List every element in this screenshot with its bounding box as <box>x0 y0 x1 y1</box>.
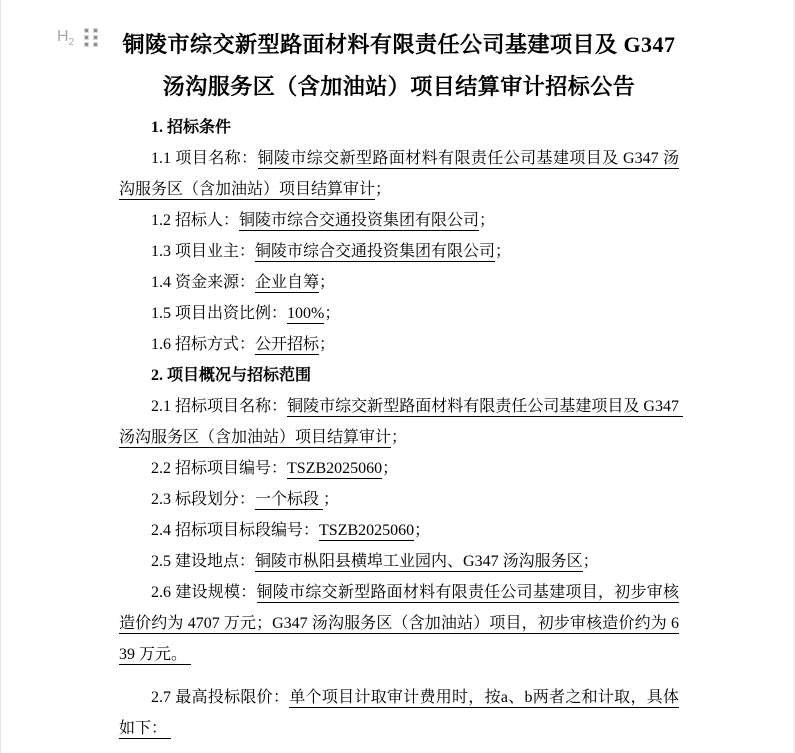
text-run: ； <box>375 181 392 198</box>
text-run: ； <box>391 429 408 446</box>
paragraph[interactable] <box>119 267 679 298</box>
text-run: 2.5 建设地点： <box>151 553 256 570</box>
document <box>119 0 683 744</box>
text-run: 2. 项目概况与招标范围 <box>151 367 312 384</box>
document-title[interactable]: 铜陵市综交新型路面材料有限责任公司基建项目及 G347 汤沟服务区（含加油站）项目结算审计招标公告 <box>122 32 676 99</box>
heading-badge-letter: H <box>57 28 69 45</box>
blank-line <box>119 670 679 682</box>
paragraph[interactable] <box>119 484 679 515</box>
text-run: ； <box>479 212 496 229</box>
paragraph[interactable] <box>119 298 679 329</box>
paragraph[interactable] <box>119 577 679 670</box>
paragraph[interactable] <box>119 682 679 744</box>
paragraph[interactable] <box>119 143 679 205</box>
heading-badge-level: 2 <box>68 37 75 49</box>
text-run: ； <box>414 522 431 539</box>
underlined-text-run: 企业自筹 <box>255 274 320 291</box>
text-run: 1.3 项目业主： <box>151 243 256 260</box>
underlined-text-run: 一个标段 <box>255 491 324 508</box>
text-run: ； <box>324 305 341 322</box>
text-run: ； <box>382 460 399 477</box>
underlined-text-run: 铜陵市综交新型路面材料有限责任公司基建项目及 G347 汤沟服务区（含加油站）项目结算审计 <box>119 150 679 198</box>
drag-dot <box>85 43 88 46</box>
underlined-text-run: 铜陵市综合交通投资集团有限公司 <box>255 243 496 260</box>
underlined-text-run: 单个项目计取审计费用时，按a、b两者之和计取，具体如下： <box>119 689 679 737</box>
text-run: 1. 招标条件 <box>151 119 232 136</box>
text-run: 2.2 招标项目编号： <box>151 460 288 477</box>
section-heading[interactable] <box>119 360 679 391</box>
underlined-text-run: TSZB2025060 <box>319 522 415 539</box>
text-run: 1.4 资金来源： <box>151 274 256 291</box>
text-run: 2.4 招标项目标段编号： <box>151 522 320 539</box>
underlined-text-run: 铜陵市综合交通投资集团有限公司 <box>239 212 480 229</box>
paragraph[interactable] <box>119 205 679 236</box>
drag-dot <box>85 36 88 39</box>
text-run: 1.6 招标方式： <box>151 336 256 353</box>
block-controls <box>57 28 97 52</box>
paragraph[interactable] <box>119 236 679 267</box>
paragraph[interactable] <box>119 453 679 484</box>
drag-dot <box>85 29 88 32</box>
drag-dot <box>94 36 97 39</box>
drag-dot <box>94 43 97 46</box>
text-run: ； <box>323 491 340 508</box>
document-body <box>119 112 683 744</box>
underlined-text-run: 100% <box>287 305 325 322</box>
text-run: 2.7 最高投标限价： <box>151 689 290 706</box>
text-run: 2.3 标段划分： <box>151 491 256 508</box>
drag-handle-icon[interactable] <box>85 29 97 46</box>
section-heading[interactable] <box>119 112 679 143</box>
paragraph[interactable] <box>119 546 679 577</box>
underlined-text-run: TSZB2025060 <box>287 460 383 477</box>
text-run: 1.1 项目名称： <box>151 150 258 167</box>
text-run: 1.2 招标人： <box>151 212 240 229</box>
paragraph[interactable] <box>119 391 683 453</box>
paragraph[interactable] <box>119 515 679 546</box>
drag-dot <box>94 29 97 32</box>
heading-level-badge <box>57 28 74 52</box>
text-run: ； <box>319 274 336 291</box>
text-run: ； <box>495 243 512 260</box>
text-run: ； <box>319 336 336 353</box>
text-run: 2.1 招标项目名称： <box>151 398 288 415</box>
text-run: 1.5 项目出资比例： <box>151 305 288 322</box>
text-run: ； <box>582 553 599 570</box>
underlined-text-run: 公开招标 <box>255 336 320 353</box>
underlined-text-run: 铜陵市枞阳县横埠工业园内、G347 汤沟服务区 <box>255 553 583 570</box>
underlined-text-run: 铜陵市综交新型路面材料有限责任公司基建项目，初步审核造价约为 4707 万元；G347 汤沟服务区（含加油站）项目，初步审核造价约为 639 万元。 <box>119 584 679 663</box>
text-run: 2.6 建设规模： <box>151 584 257 601</box>
underlined-text-run: 铜陵市综交新型路面材料有限责任公司基建项目及 G347 汤沟服务区（含加油站）项目结算审计 <box>119 398 683 446</box>
paragraph[interactable] <box>119 329 679 360</box>
